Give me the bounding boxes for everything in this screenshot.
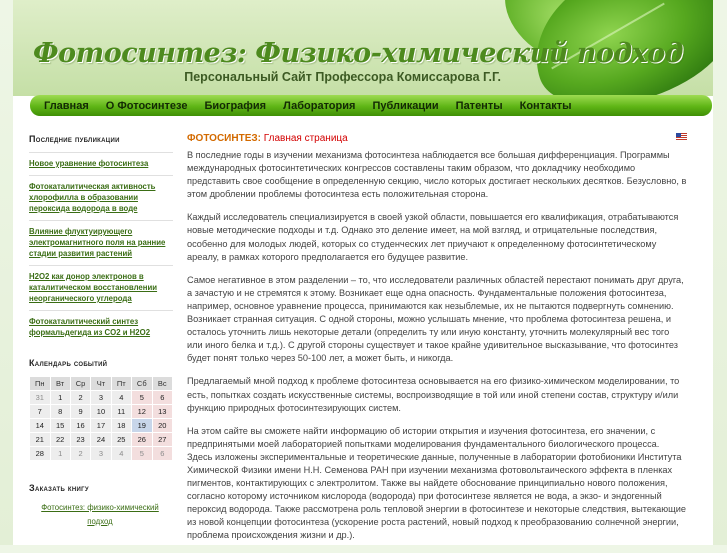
- calendar-day[interactable]: 14: [30, 419, 51, 433]
- nav-biography[interactable]: Биография: [204, 99, 267, 112]
- breadcrumb: [187, 133, 687, 144]
- calendar-day[interactable]: 15: [50, 419, 70, 433]
- calendar-day[interactable]: 5: [132, 391, 153, 405]
- calendar-day[interactable]: 3: [91, 391, 111, 405]
- publication-link[interactable]: H2O2 как донор электронов в каталитическом восстановлении неорганического углерода: [29, 272, 158, 303]
- calendar-day[interactable]: 10: [91, 405, 111, 419]
- order-book-heading: Заказать книгу: [29, 483, 89, 493]
- calendar-day[interactable]: 9: [70, 405, 91, 419]
- publication-link[interactable]: Фотокаталитическая активность хлорофилла в образовании пероксида водорода в воде: [29, 182, 156, 213]
- calendar-day[interactable]: 3: [91, 447, 111, 461]
- calendar-day[interactable]: 12: [132, 405, 153, 419]
- calendar-day[interactable]: 1: [50, 391, 70, 405]
- list-item: [29, 310, 173, 344]
- calendar-day[interactable]: 13: [152, 405, 172, 419]
- paragraph: На этом сайте вы сможете найти информацию об истории открытия и изучения фотосинтеза, его значении, с предпринятыми моей лабораторией попытками моделирования фундаментального биологического процесса. Здесь изложены экспериментальные и теоретические данные, полученные в лаборатории фотобионики Института Химической Физики имени Н.Н. Семенова РАН при изучении механизма фотовольтаического эффекта в пленках пигментов, контактирующих с электролитом. Также вы найдете обоснование принципиально нового положения, согласно которому источником кислорода (водорода) при фотосинтезе является не вода, а экзо- и эндогенный пероксид водорода. Также рассмотрена роль тепловой энергии в фотосинтезе и некоторые следствия, вытекающие из новой концепции фотосинтеза (ускорение роста растений, новый подход к преобразованию солнечной энергии, проблема происхождения жизни и др.).: [187, 425, 686, 541]
- main-content: [187, 133, 687, 553]
- site-title[interactable]: Фотосинтез: Физико-химический подход: [33, 38, 684, 69]
- calendar-day[interactable]: 7: [30, 405, 51, 419]
- nav-home[interactable]: Главная: [44, 99, 89, 112]
- weekday-header: Вт: [50, 377, 70, 391]
- weekday-header: Чт: [91, 377, 111, 391]
- calendar-day[interactable]: 20: [152, 419, 172, 433]
- publication-link[interactable]: Фотокаталитический синтез формальдегида из CO2 и H2O2: [29, 317, 151, 337]
- publication-link[interactable]: Влияние флуктуирующего электромагнитного поля на ранние стадии развития растений: [29, 227, 166, 258]
- calendar-day[interactable]: 23: [70, 433, 91, 447]
- calendar-heading: Календарь событий: [29, 358, 108, 368]
- paragraph: В последние годы в изучении механизма фотосинтеза наблюдается все большая дифференциация. Программы международных фотосинтетических конгрессов составлены таким образом, что докладчику необходимо представить свое сообщение в определенную секцию, число которых достигает нескольких десятков. Безусловно, в этом дроблении проблемы фотосинтеза есть положительная сторона.: [187, 150, 687, 200]
- weekday-header: Сб: [132, 377, 153, 391]
- calendar-day[interactable]: 11: [111, 405, 131, 419]
- events-calendar: [29, 376, 173, 461]
- calendar-day[interactable]: 27: [152, 433, 172, 447]
- nav-publications[interactable]: Публикации: [372, 99, 439, 112]
- calendar-day[interactable]: 17: [91, 419, 111, 433]
- calendar-day[interactable]: 6: [152, 447, 172, 461]
- breadcrumb-page: Главная страница: [263, 133, 348, 144]
- weekday-header: Вс: [152, 377, 172, 391]
- calendar-day[interactable]: 8: [50, 405, 70, 419]
- calendar-day[interactable]: 2: [70, 391, 91, 405]
- calendar-day[interactable]: 4: [111, 391, 131, 405]
- nav-about-photosynthesis[interactable]: О Фотосинтезе: [105, 99, 188, 112]
- english-flag-icon[interactable]: [676, 133, 687, 141]
- publication-link[interactable]: Новое уравнение фотосинтеза: [29, 159, 149, 168]
- calendar-day[interactable]: 1: [50, 447, 70, 461]
- calendar-day[interactable]: 22: [50, 433, 70, 447]
- calendar-day[interactable]: 16: [70, 419, 91, 433]
- calendar-day[interactable]: 28: [30, 447, 51, 461]
- nav-contacts[interactable]: Контакты: [519, 99, 572, 112]
- book-link[interactable]: Фотосинтез: физико-химический подход: [41, 503, 159, 526]
- calendar-day[interactable]: 24: [91, 433, 111, 447]
- site-subtitle: Персональный Сайт Профессора Комиссарова Г.Г.: [184, 70, 501, 84]
- nav-patents[interactable]: Патенты: [455, 99, 503, 112]
- header: [13, 0, 713, 96]
- calendar-day-today[interactable]: 19: [132, 419, 153, 433]
- calendar-day[interactable]: 18: [111, 419, 131, 433]
- list-item: [29, 265, 173, 310]
- calendar-day[interactable]: 26: [132, 433, 153, 447]
- calendar-day[interactable]: 5: [132, 447, 153, 461]
- list-item: [29, 152, 173, 175]
- publications-list: [29, 152, 173, 344]
- weekday-header: Ср: [70, 377, 91, 391]
- calendar-day[interactable]: 31: [30, 391, 51, 405]
- list-item: [29, 175, 173, 220]
- paragraph: Предлагаемый мной подход к проблеме фотосинтеза основывается на его физико-химическом моделировании, то есть, попытках создать искусственные системы, воспроизводящие в той или иной степени состав, структуру и/или функцию природных фотосинтезирующих систем.: [187, 376, 680, 413]
- main-nav: [30, 95, 712, 116]
- recent-publications-heading: Последние публикации: [29, 134, 120, 144]
- weekday-header: Пн: [30, 377, 51, 391]
- calendar-day[interactable]: 25: [111, 433, 131, 447]
- sidebar: [29, 125, 173, 529]
- breadcrumb-section: ФОТОСИНТЕЗ:: [187, 133, 261, 144]
- calendar-day[interactable]: 4: [111, 447, 131, 461]
- weekday-header: Пт: [111, 377, 131, 391]
- calendar-day[interactable]: 21: [30, 433, 51, 447]
- list-item: [29, 220, 173, 265]
- page: [13, 0, 713, 545]
- nav-laboratory[interactable]: Лаборатория: [283, 99, 356, 112]
- calendar-day[interactable]: 6: [152, 391, 172, 405]
- calendar-day[interactable]: 2: [70, 447, 91, 461]
- paragraph: Самое негативное в этом разделении – то, что исследователи различных областей перестают понимать друг друга, а зачастую и не стремятся к этому. Возникает еще одна опасность. Фундаментальные положения фотосинтеза, например, основное уравнение процесса, принимаются как незыблемые, их не пытаются подвергнуть сомнению. Возникает странная ситуация. С одной стороны, можно услышать мнение, что проблема фотосинтеза решена, и осталось уточнить лишь некоторые детали (определить ту или иную константу, уточнить молекулярный вес того или иного белка и т.д.). С другой стороны существует и такое крайне удивительное высказывание, что фотосинтез будет понят только через 50-100 лет, а может быть, и никогда.: [187, 274, 684, 364]
- paragraph: Каждый исследователь специализируется в своей узкой области, повышается его квалификация, отрабатываются новые методические подходы и т.д. Однако это деление имеет, на мой взгляд, и отрицательные последствия, особенно для молодых людей, которых со студенческих лет приучают к определенному фотосинтетическому ареалу, в рамках которого предполагается его будущее развитие.: [187, 212, 679, 262]
